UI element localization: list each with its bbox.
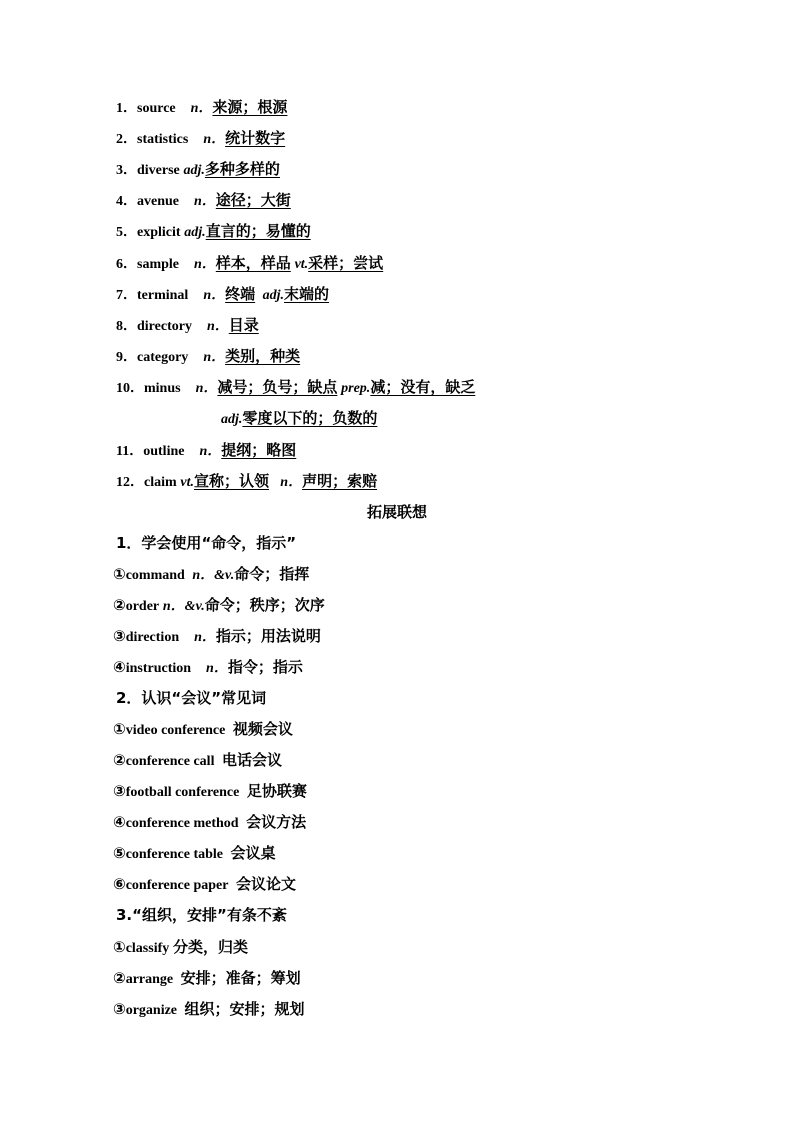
part-of-speech: n． [206,319,229,334]
item-marker: ⑥ [113,875,126,893]
definition: 会议方法 [246,813,307,831]
item-number: 10． [116,381,144,396]
definition: 命令；秩序；次序 [204,596,325,614]
list-item [113,937,248,959]
word: football conference [125,785,240,800]
vocab-item [116,315,259,337]
list-item [113,968,301,990]
group-heading: 1．学会使用“命令，指示” [116,534,297,552]
definition: 统计数字 [225,129,286,147]
definition: 指示；用法说明 [215,627,321,645]
item-number: 1． [116,101,137,116]
word: explicit [137,225,181,240]
group-heading: 3.“组织，安排”有条不紊 [116,906,287,924]
list-item [113,812,306,834]
vocab-item [116,159,280,181]
part-of-speech: n．&v. [162,599,205,614]
part-of-speech-2: prep. [341,381,371,396]
vocab-item [116,128,285,150]
list-item [113,781,307,803]
definition: 多种多样的 [204,160,280,178]
word: conference call [125,754,215,769]
definition: 会议桌 [230,844,276,862]
part-of-speech: adj. [184,225,206,240]
definition: 终端 [225,285,256,303]
part-of-speech-2: vt. [294,257,309,272]
vocab-item [116,221,311,243]
section-title: 拓展联想 [366,503,427,521]
vocab-item [116,97,287,119]
word: statistics [137,132,189,147]
item-marker: ① [113,720,126,738]
item-marker: ① [113,565,126,583]
definition: 电话会议 [221,751,282,769]
part-of-speech: n． [203,288,226,303]
item-number: 11． [116,444,144,459]
item-marker: ④ [113,813,126,831]
word: outline [143,444,185,459]
list-item [113,595,325,617]
vocab-item [116,377,475,399]
word: conference table [125,847,224,862]
item-marker: ② [113,751,126,769]
word: order [125,599,160,614]
vocab-item-continuation [221,408,377,430]
word: organize [125,1003,178,1018]
part-of-speech: n． [195,381,218,396]
vocab-item [116,253,383,275]
group-heading: 2．认识“会议”常见词 [116,689,267,707]
definition: 宣称；认领 [194,472,270,490]
list-item [113,719,293,741]
part-of-speech-2: n． [280,475,303,490]
word: avenue [137,194,179,209]
word: arrange [125,972,174,987]
part-of-speech: vt. [180,475,195,490]
list-item [113,564,309,586]
part-of-speech: n． [194,194,216,209]
part-of-speech: n． [203,350,226,365]
vocab-item [116,190,291,212]
definition: 指令；指示 [227,658,303,676]
item-number: 6． [116,257,137,272]
word: directory [137,319,192,334]
definition: 减号；负号；缺点 [217,378,338,396]
part-of-speech: adj. [183,163,205,178]
definition-2: 声明；索赔 [302,472,378,490]
list-item [113,750,282,772]
vocab-item [116,471,377,493]
definition: 安排；准备；筹划 [180,969,301,987]
item-marker: ② [113,596,126,614]
definition: 视频会议 [232,720,293,738]
item-number: 12． [116,475,144,490]
item-number: 5． [116,225,137,240]
word: diverse [137,163,180,178]
word: direction [125,630,180,645]
item-marker: ① [113,938,126,956]
word: source [137,101,176,116]
definition-2: 末端的 [284,285,330,303]
item-marker: ③ [113,782,126,800]
definition: 会议论文 [235,875,296,893]
part-of-speech-2: adj. [262,288,285,303]
word: minus [144,381,181,396]
definition: 目录 [228,316,259,334]
word: command [125,568,185,583]
word: claim [144,475,177,490]
word: conference method [125,816,239,831]
item-marker: ③ [113,627,126,645]
vocab-item [116,440,296,462]
word: video conference [125,723,226,738]
part-of-speech: n． [194,257,216,272]
item-marker: ⑤ [113,844,126,862]
definition: 途径；大街 [215,191,291,209]
definition: 足协联赛 [246,782,307,800]
definition: 分类，归类 [173,938,249,956]
word: category [137,350,189,365]
part-of-speech-3: adj. [221,412,243,427]
list-item [113,657,303,679]
item-number: 3． [116,163,137,178]
item-marker: ② [113,969,126,987]
item-marker: ③ [113,1000,126,1018]
word: sample [137,257,179,272]
part-of-speech: n． [190,101,213,116]
definition-3: 零度以下的；负数的 [242,409,378,427]
item-marker: ④ [113,658,126,676]
definition: 直言的；易懂的 [205,222,311,240]
item-number: 8． [116,319,137,334]
part-of-speech: n． [194,630,216,645]
definition: 样本，样品 [215,254,291,272]
item-number: 4． [116,194,137,209]
vocab-item [116,346,300,368]
vocab-item [116,284,329,306]
word: instruction [125,661,192,676]
list-item [113,874,296,896]
list-item [113,626,321,648]
word: classify [125,941,170,956]
part-of-speech: n． [203,132,226,147]
word: terminal [137,288,189,303]
item-number: 7． [116,288,137,303]
part-of-speech: n．&v. [192,568,235,583]
definition: 来源；根源 [212,98,288,116]
item-number: 2． [116,132,137,147]
part-of-speech: n． [199,444,222,459]
part-of-speech: n． [206,661,228,676]
definition-2: 采样；尝试 [308,254,384,272]
definition: 命令；指挥 [234,565,310,583]
definition: 提纲；略图 [221,441,297,459]
definition: 组织；安排；规划 [184,1000,305,1018]
definition-2: 减；没有，缺乏 [370,378,476,396]
definition: 类别，种类 [225,347,301,365]
list-item [113,999,305,1021]
word: conference paper [125,878,229,893]
list-item [113,843,276,865]
item-number: 9． [116,350,137,365]
